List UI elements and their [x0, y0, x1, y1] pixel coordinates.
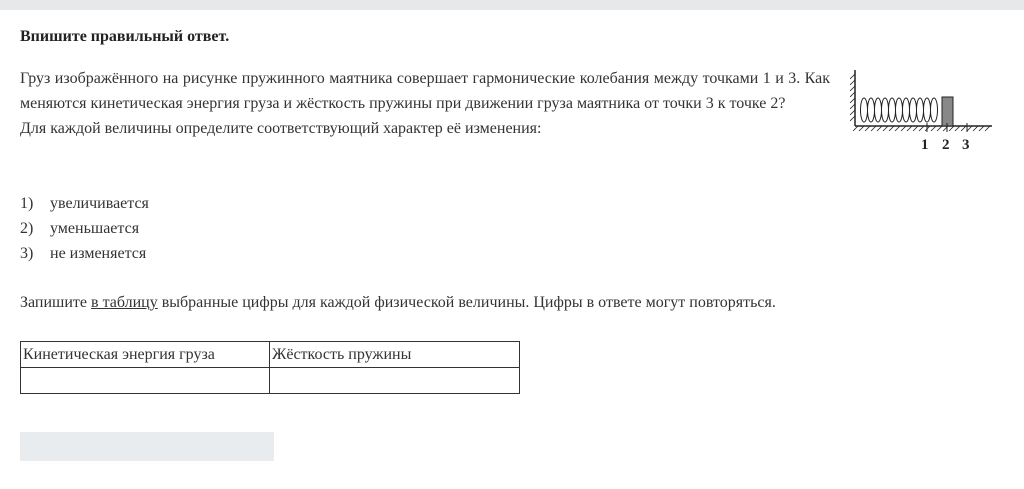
point-label-2: 2	[942, 137, 950, 153]
spring-pendulum-figure	[850, 66, 1000, 156]
header-spring-stiffness: Жёсткость пружины	[270, 342, 520, 368]
task-paragraph-1: Груз изображённого на рисунке пружинного маятника совершает гармонические колебания между точками 1 и 3. Как меняются кинетическая энергия груза и жёсткость пружины при движении груза маятника от точки 3 к точке 2?	[20, 70, 830, 112]
option-item	[20, 191, 149, 216]
answer-submit-area[interactable]	[20, 432, 274, 461]
answer-cell-spring-stiffness[interactable]	[270, 368, 520, 394]
answer-table	[20, 341, 520, 394]
point-label-1: 1	[921, 137, 929, 153]
option-text: не изменяется	[50, 245, 147, 262]
instruction-before: Запишите	[20, 294, 92, 311]
option-text: увеличивается	[50, 195, 149, 212]
point-label-3: 3	[962, 137, 970, 153]
answer-cell-kinetic-energy[interactable]	[21, 368, 270, 394]
option-item	[20, 216, 149, 241]
option-number: 3)	[20, 245, 34, 262]
table-header-row	[21, 342, 520, 368]
pendulum-weight	[942, 97, 953, 126]
option-number: 1)	[20, 195, 34, 212]
task-paragraph-2: Для каждой величины определите соответствующий характер её изменения:	[20, 120, 542, 137]
top-bar	[0, 0, 1024, 10]
spring	[861, 98, 938, 122]
task-text	[20, 66, 830, 141]
instruction-after: выбранные цифры для каждой физической величины. Цифры в ответе могут повторяться.	[157, 294, 776, 311]
table-link[interactable]: в таблицу	[91, 294, 158, 311]
table-answer-row	[21, 368, 520, 394]
instruction-text	[20, 290, 776, 315]
option-number: 2)	[20, 220, 34, 237]
task-heading: Впишите правильный ответ.	[20, 28, 230, 45]
options-list	[20, 191, 149, 266]
option-item	[20, 241, 149, 266]
option-text: уменьшается	[50, 220, 140, 237]
header-kinetic-energy: Кинетическая энергия груза	[21, 342, 270, 368]
